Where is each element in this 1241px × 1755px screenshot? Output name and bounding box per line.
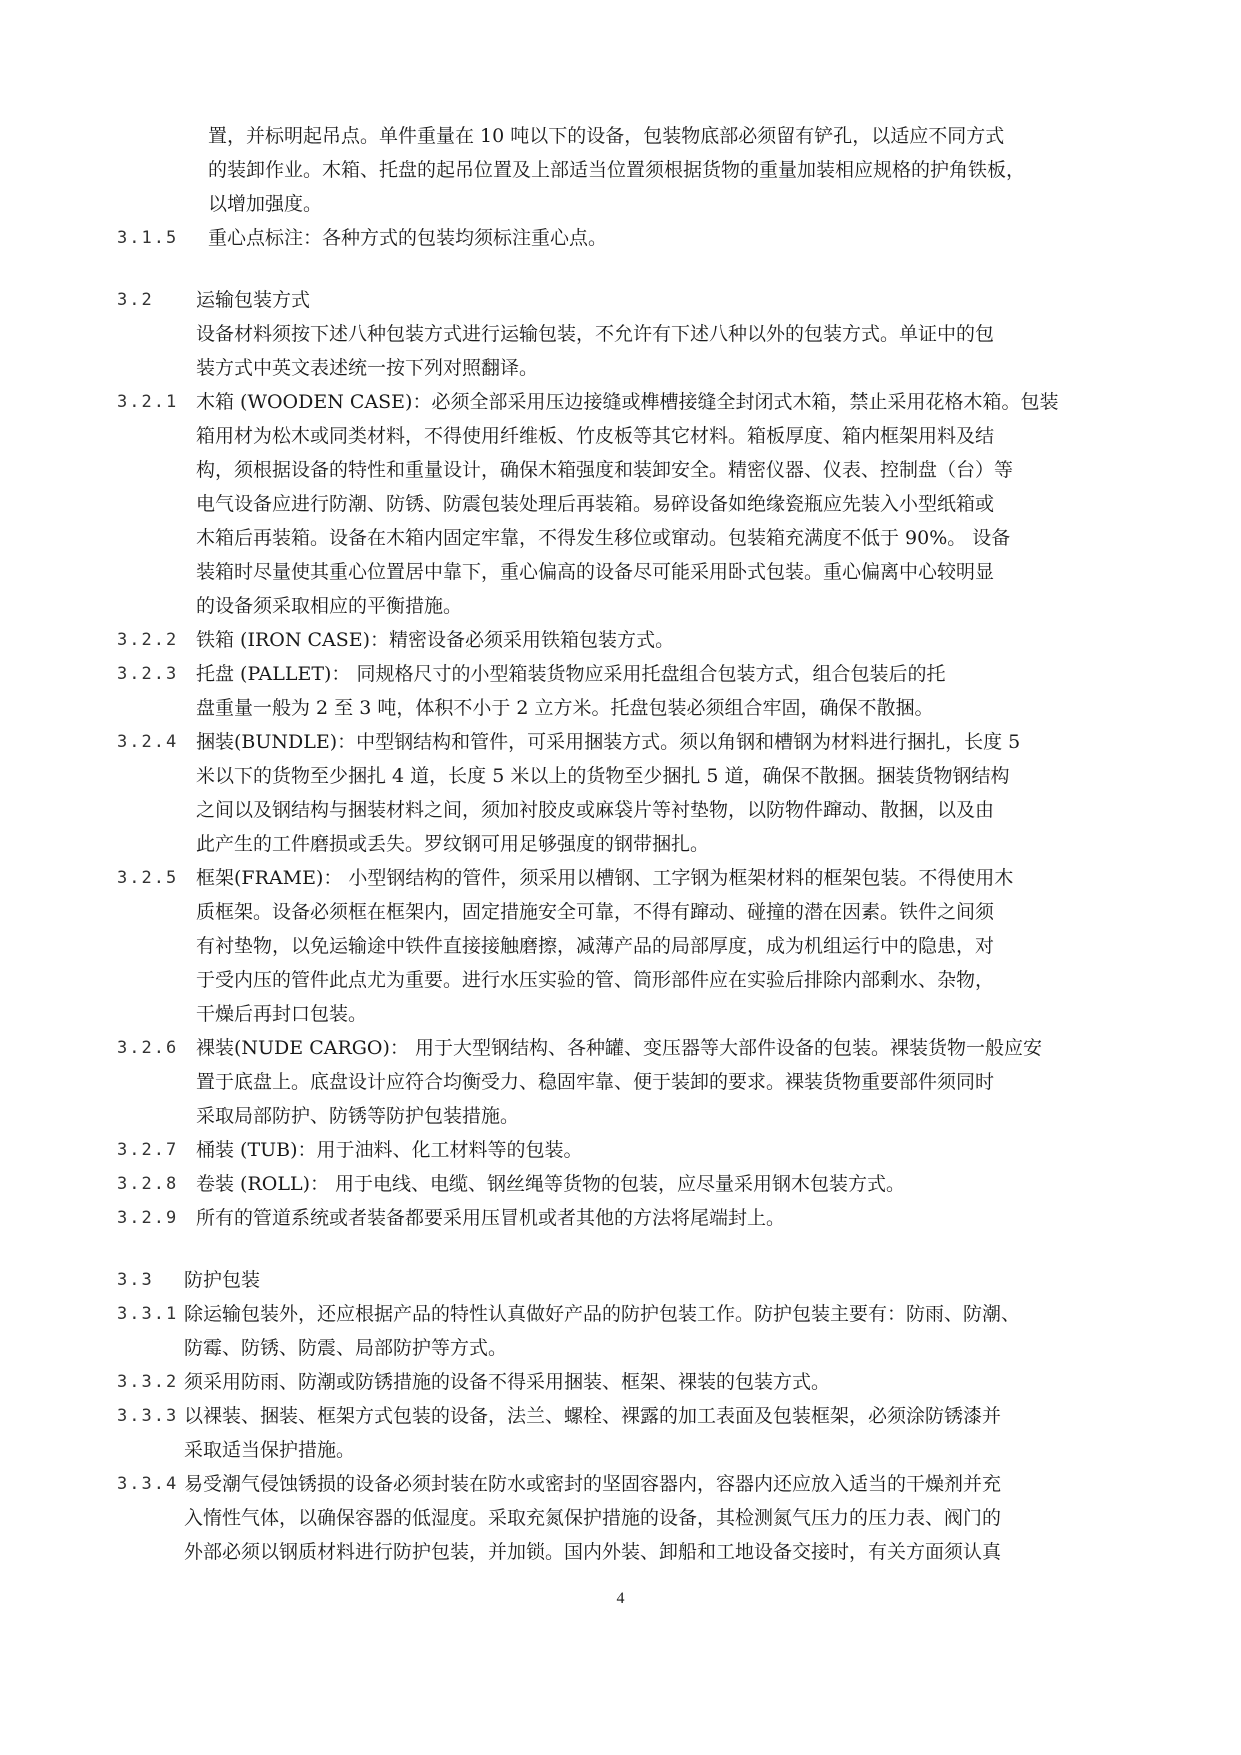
section-number: 3.3.4 (117, 1474, 179, 1494)
section-number: 3.3.2 (117, 1372, 179, 1392)
section-heading: 运输包装方式 (196, 289, 311, 311)
paragraph-line: 木箱后再装箱。设备在木箱内固定牢靠，不得发生移位或窜动。包装箱充满度不低于 90%。 设备 (196, 527, 1011, 549)
section-number: 3.1.5 (117, 228, 179, 248)
paragraph-line: 裸装(NUDE CARGO)： 用于大型钢结构、各种罐、变压器等大部件设备的包装。裸装货物一般应安 (196, 1037, 1042, 1059)
paragraph-line: 盘重量一般为 2 至 3 吨，体积不小于 2 立方米。托盘包装必须组合牢固，确保不散捆。 (196, 697, 934, 719)
paragraph-line: 所有的管道系统或者装备都要采用压冒机或者其他的方法将尾端封上。 (196, 1207, 786, 1229)
paragraph-line: 木箱 (WOODEN CASE)：必须全部采用压边接缝或榫槽接缝全封闭式木箱，禁止采用花格木箱。包装 (196, 391, 1059, 413)
paragraph-line: 易受潮气侵蚀锈损的设备必须封装在防水或密封的坚固容器内，容器内还应放入适当的干燥剂并充 (184, 1473, 1002, 1495)
paragraph-line: 构，须根据设备的特性和重量设计，确保木箱强度和装卸安全。精密仪器、仪表、控制盘（台）等 (196, 459, 1014, 481)
paragraph-line: 以裸装、捆装、框架方式包装的设备，法兰、螺栓、裸露的加工表面及包装框架，必须涂防锈漆并 (184, 1405, 1002, 1427)
paragraph-line: 电气设备应进行防潮、防锈、防震包装处理后再装箱。易碎设备如绝缘瓷瓶应先装入小型纸箱或 (196, 493, 995, 515)
section-number: 3.2.5 (117, 868, 179, 888)
paragraph-line: 米以下的货物至少捆扎 4 道，长度 5 米以上的货物至少捆扎 5 道，确保不散捆。捆装货物钢结构 (196, 765, 1010, 787)
paragraph-line: 之间以及钢结构与捆装材料之间，须加衬胶皮或麻袋片等衬垫物，以防物件蹿动、散捆，以及由 (196, 799, 995, 821)
paragraph-line: 铁箱 (IRON CASE)：精密设备必须采用铁箱包装方式。 (196, 629, 675, 651)
paragraph-line: 此产生的工件磨损或丢失。罗纹钢可用足够强度的钢带捆扎。 (196, 833, 710, 855)
section-number: 3.2.9 (117, 1208, 179, 1228)
paragraph-line: 框架(FRAME)： 小型钢结构的管件，须采用以槽钢、工字钢为框架材料的框架包装。不得使用木 (196, 867, 1014, 889)
section-number: 3.2.4 (117, 732, 179, 752)
page-number: 4 (616, 1590, 625, 1607)
paragraph-line: 防霉、防锈、防震、局部防护等方式。 (184, 1337, 508, 1359)
section-number: 3.3.1 (117, 1304, 179, 1324)
paragraph-line: 外部必须以钢质材料进行防护包装，并加锁。国内外装、卸船和工地设备交接时，有关方面须认真 (184, 1541, 1002, 1563)
paragraph-line: 装箱时尽量使其重心位置居中靠下，重心偏高的设备尽可能采用卧式包装。重心偏离中心较明显 (196, 561, 995, 583)
section-number: 3.3 (117, 1270, 154, 1290)
paragraph-line: 采取局部防护、防锈等防护包装措施。 (196, 1105, 520, 1127)
paragraph-line: 于受内压的管件此点尤为重要。进行水压实验的管、筒形部件应在实验后排除内部剩水、杂物， (196, 969, 995, 991)
section-number: 3.2 (117, 290, 154, 310)
paragraph-line: 托盘 (PALLET)： 同规格尺寸的小型箱装货物应采用托盘组合包装方式，组合包装后的托 (196, 663, 946, 685)
section-number: 3.3.3 (117, 1406, 179, 1426)
paragraph-line: 采取适当保护措施。 (184, 1439, 356, 1461)
paragraph-line: 卷装 (ROLL)： 用于电线、电缆、钢丝绳等货物的包装，应尽量采用钢木包装方式。 (196, 1173, 906, 1195)
section-number: 3.2.3 (117, 664, 179, 684)
paragraph-line: 的装卸作业。木箱、托盘的起吊位置及上部适当位置须根据货物的重量加装相应规格的护角铁板， (208, 159, 1026, 181)
paragraph-line: 质框架。设备必须框在框架内，固定措施安全可靠，不得有蹿动、碰撞的潜在因素。铁件之间须 (196, 901, 995, 923)
paragraph-line: 干燥后再封口包装。 (196, 1003, 368, 1025)
paragraph-line: 有衬垫物，以免运输途中铁件直接接触磨擦，减薄产品的局部厚度，成为机组运行中的隐患，对 (196, 935, 995, 957)
paragraph-line: 桶装 (TUB)：用于油料、化工材料等的包装。 (196, 1139, 583, 1161)
paragraph-line: 捆装(BUNDLE)：中型钢结构和管件，可采用捆装方式。须以角钢和槽钢为材料进行捆扎，长度 5 (196, 731, 1021, 753)
paragraph-line: 箱用材为松木或同类材料，不得使用纤维板、竹皮板等其它材料。箱板厚度、箱内框架用料及结 (196, 425, 995, 447)
paragraph-line: 置，并标明起吊点。单件重量在 10 吨以下的设备，包装物底部必须留有铲孔，以适应不同方式 (208, 125, 1005, 147)
paragraph-line: 的设备须采取相应的平衡措施。 (196, 595, 463, 617)
section-heading: 防护包装 (184, 1269, 261, 1291)
paragraph-line: 入惰性气体，以确保容器的低湿度。采取充氮保护措施的设备，其检测氮气压力的压力表、阀门的 (184, 1507, 1002, 1529)
paragraph-line: 置于底盘上。底盘设计应符合均衡受力、稳固牢靠、便于装卸的要求。裸装货物重要部件须同时 (196, 1071, 995, 1093)
section-number: 3.2.2 (117, 630, 179, 650)
paragraph-line: 重心点标注：各种方式的包装均须标注重心点。 (208, 227, 608, 249)
paragraph-line: 设备材料须按下述八种包装方式进行运输包装，不允许有下述八种以外的包装方式。单证中的包 (196, 323, 995, 345)
paragraph-line: 须采用防雨、防潮或防锈措施的设备不得采用捆装、框架、裸装的包装方式。 (184, 1371, 831, 1393)
section-number: 3.2.7 (117, 1140, 179, 1160)
paragraph-line: 装方式中英文表述统一按下列对照翻译。 (196, 357, 539, 379)
section-number: 3.2.1 (117, 392, 179, 412)
section-number: 3.2.6 (117, 1038, 179, 1058)
section-number: 3.2.8 (117, 1174, 179, 1194)
paragraph-line: 除运输包装外，还应根据产品的特性认真做好产品的防护包装工作。防护包装主要有：防雨、防潮、 (184, 1303, 1021, 1325)
paragraph-line: 以增加强度。 (208, 193, 323, 215)
